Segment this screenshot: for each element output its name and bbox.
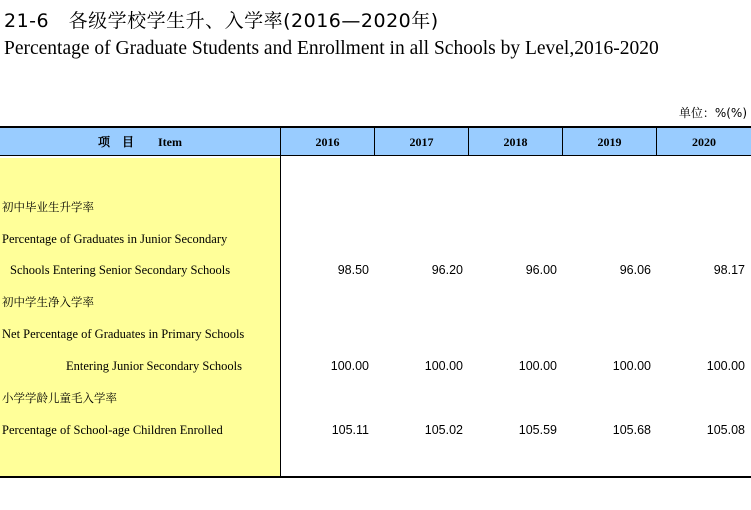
value-cell-2017: 105.02: [424, 423, 463, 437]
value-cell-2020: 105.08: [706, 423, 745, 437]
header-year-2019: 2019: [563, 128, 657, 156]
row-label: Percentage of Graduates in Junior Secondary: [2, 232, 228, 246]
table-header-row: [0, 126, 751, 156]
value-cell-2016: 100.00: [330, 359, 369, 373]
table-row: [0, 258, 751, 282]
value-cell-2019: 105.68: [612, 423, 651, 437]
value-cell-2020: 100.00: [706, 359, 745, 373]
value-cell-2017: 100.00: [424, 359, 463, 373]
value-cell-2020: 98.17: [713, 263, 745, 277]
header-year-2020: 2020: [692, 135, 716, 149]
value-cell-2018: 100.00: [518, 359, 557, 373]
table-title-english: Percentage of Graduate Students and Enrollment in all Schools by Level,2016-2020: [4, 38, 659, 59]
value-cell-2016: 105.11: [331, 423, 369, 437]
value-cell-2019: 100.00: [612, 359, 651, 373]
value-cell-2019: 96.06: [619, 263, 651, 277]
table-title-chinese: 21-6 各级学校学生升、入学率(2016—2020年): [4, 10, 439, 32]
row-label: 小学学龄儿童毛入学率: [2, 391, 117, 405]
table-bottom-border: [0, 476, 751, 478]
row-label: 初中学生净入学率: [2, 295, 94, 309]
table-row: [0, 322, 751, 346]
row-label: 初中毕业生升学率: [2, 200, 94, 214]
value-cell-2017: 96.20: [431, 263, 463, 277]
row-label: Percentage of School-age Children Enrolled: [2, 423, 223, 437]
header-item: 项 目 Item: [0, 128, 281, 156]
value-cell-2018: 96.00: [525, 263, 557, 277]
row-label: Entering Junior Secondary Schools: [66, 359, 243, 373]
row-label: Schools Entering Senior Secondary Schools: [10, 263, 231, 277]
header-year-2016: 2016: [281, 128, 375, 156]
header-year-2017: 2017: [375, 128, 469, 156]
value-cell-2018: 105.59: [518, 423, 557, 437]
table-row: [0, 354, 751, 378]
data-table: [0, 126, 751, 478]
table-row: [0, 290, 751, 314]
table-row: [0, 386, 751, 410]
value-cell-2016: 98.50: [337, 263, 369, 277]
header-year-2018: 2018: [469, 128, 563, 156]
row-label: Net Percentage of Graduates in Primary Schools: [2, 327, 245, 341]
table-row: [0, 195, 751, 219]
unit-label: 单位：%(%): [678, 106, 747, 120]
table-row: [0, 227, 751, 251]
table-row: [0, 418, 751, 442]
